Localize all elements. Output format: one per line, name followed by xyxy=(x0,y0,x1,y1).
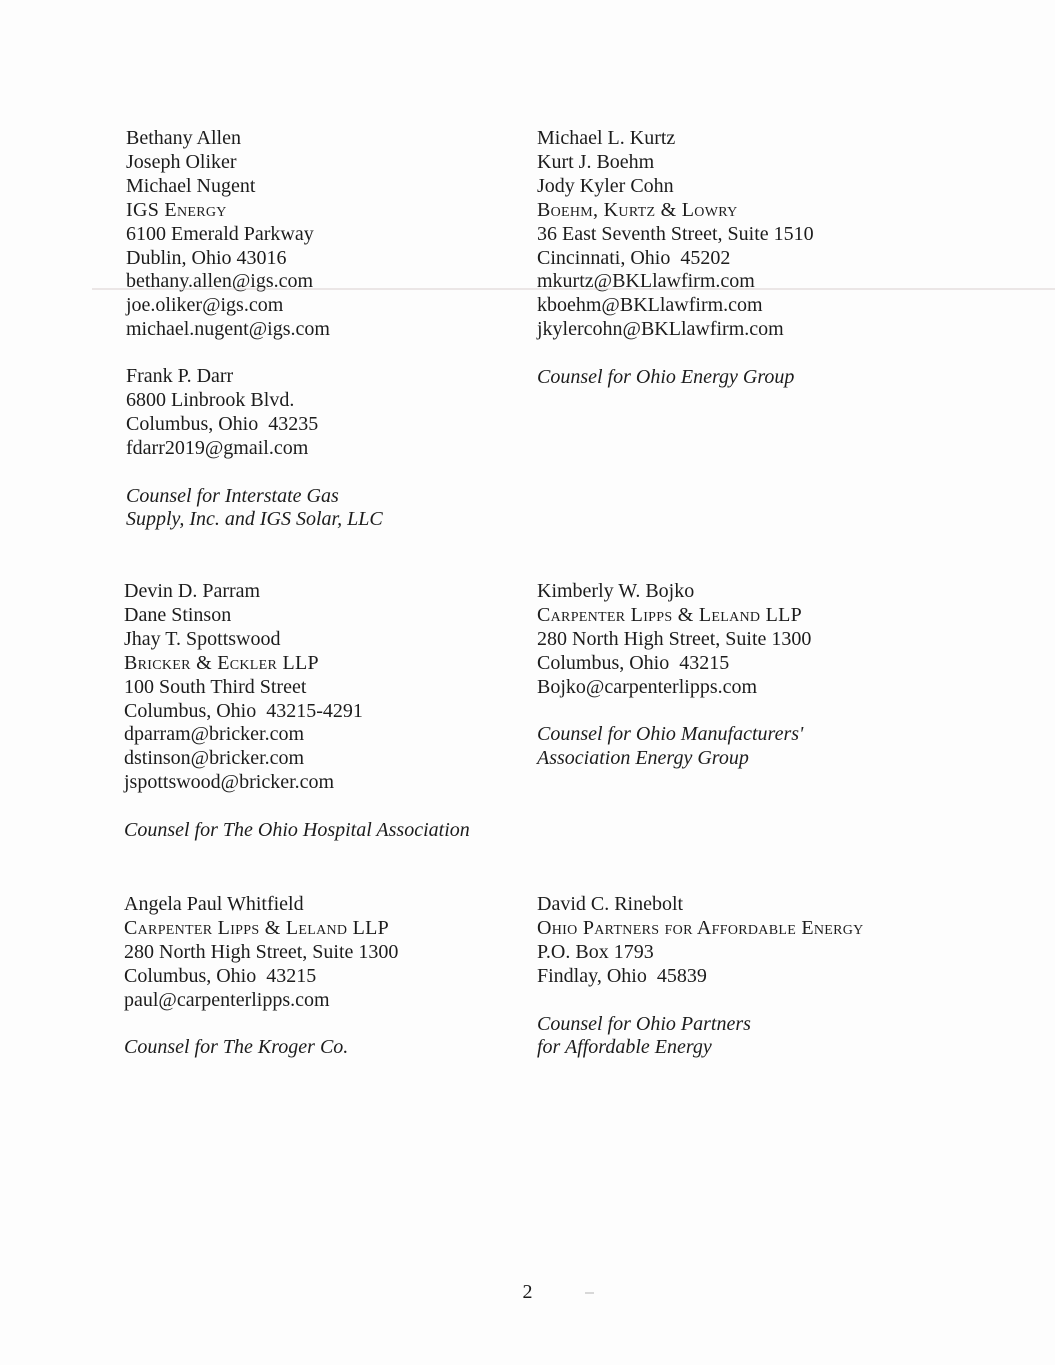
blank-line xyxy=(124,1013,398,1037)
text-line: joe.oliker@igs.com xyxy=(126,294,284,317)
text-line: Dane Stinson xyxy=(124,603,232,626)
text-line: 6800 Linbrook Blvd. xyxy=(126,388,295,411)
text-line: 6100 Emerald Parkway xyxy=(126,222,314,245)
text-line: 280 North High Street, Suite 1300 xyxy=(537,627,812,650)
text-line: Counsel for Ohio Manufacturers' xyxy=(537,723,804,746)
contact-block-boehm-kurtz-lowry xyxy=(537,127,814,390)
text-line: 100 South Third Street xyxy=(124,675,307,698)
text-line: Devin D. Parram xyxy=(124,580,261,602)
text-line: Dublin, Ohio 43016 xyxy=(126,246,287,269)
text-line: Bojko@carpenterlipps.com xyxy=(537,675,758,698)
text-line: Angela Paul Whitfield xyxy=(124,893,304,915)
text-line: Kimberly W. Bojko xyxy=(537,580,695,602)
text-line: kboehm@BKLlawfirm.com xyxy=(537,294,763,317)
text-line: Michael L. Kurtz xyxy=(537,127,676,149)
text-line: IGS Energy xyxy=(126,198,227,221)
text-line: Counsel for Ohio Energy Group xyxy=(537,366,795,389)
blank-line xyxy=(124,795,470,819)
text-line: Counsel for Ohio Partners xyxy=(537,1012,751,1035)
contact-block-carpenter-lipps-whitfield xyxy=(124,893,398,1060)
contact-block-bricker-eckler xyxy=(124,580,470,843)
text-line: Jody Kyler Cohn xyxy=(537,174,674,197)
text-line: jspottswood@bricker.com xyxy=(124,771,335,794)
text-line: Columbus, Ohio 43215 xyxy=(537,651,730,674)
text-line: Michael Nugent xyxy=(126,174,256,197)
text-line: mkurtz@BKLlawfirm.com xyxy=(537,270,755,293)
text-line: Ohio Partners for Affordable Energy xyxy=(537,916,864,939)
page-number: 2 xyxy=(522,1281,533,1303)
scan-artifact-line xyxy=(92,288,1055,290)
text-line: fdarr2019@gmail.com xyxy=(126,436,309,459)
contact-block-frank-darr xyxy=(126,365,383,532)
blank-line xyxy=(537,700,811,724)
text-line: Counsel for The Kroger Co. xyxy=(124,1036,349,1059)
text-line: Frank P. Darr xyxy=(126,365,234,387)
text-line: for Affordable Energy xyxy=(537,1036,712,1059)
text-line: Jhay T. Spottswood xyxy=(124,627,281,650)
text-line: Bricker & Eckler LLP xyxy=(124,651,319,674)
blank-line xyxy=(537,342,814,366)
text-line: P.O. Box 1793 xyxy=(537,940,654,963)
text-line: bethany.allen@igs.com xyxy=(126,270,314,293)
text-line: 280 North High Street, Suite 1300 xyxy=(124,940,399,963)
text-line: Carpenter Lipps & Leland LLP xyxy=(124,916,390,939)
contact-block-ohio-partners xyxy=(537,893,864,1060)
blank-line xyxy=(126,461,383,485)
text-line: Supply, Inc. and IGS Solar, LLC xyxy=(126,508,383,531)
text-line: Counsel for Interstate Gas xyxy=(126,484,339,507)
text-line: Columbus, Ohio 43215 xyxy=(124,964,317,987)
contact-block-carpenter-lipps-bojko xyxy=(537,580,811,771)
text-line: michael.nugent@igs.com xyxy=(126,318,330,341)
text-line: Kurt J. Boehm xyxy=(537,150,655,173)
text-line: Findlay, Ohio 45839 xyxy=(537,964,707,987)
text-line: Cincinnati, Ohio 45202 xyxy=(537,246,731,269)
text-line: Association Energy Group xyxy=(537,747,749,770)
text-line: David C. Rinebolt xyxy=(537,893,684,915)
contact-block-igs-energy xyxy=(126,127,330,342)
text-line: dstinson@bricker.com xyxy=(124,747,305,770)
text-line: Columbus, Ohio 43235 xyxy=(126,412,319,435)
text-line: dparram@bricker.com xyxy=(124,723,305,746)
text-line: Counsel for The Ohio Hospital Association xyxy=(124,819,470,842)
text-line: Joseph Oliker xyxy=(126,150,237,173)
text-line: Bethany Allen xyxy=(126,127,241,149)
text-line: Columbus, Ohio 43215-4291 xyxy=(124,699,363,722)
text-line: paul@carpenterlipps.com xyxy=(124,988,330,1011)
text-line: jkylercohn@BKLlawfirm.com xyxy=(537,318,784,341)
blank-line xyxy=(537,989,864,1013)
text-line: 36 East Seventh Street, Suite 1510 xyxy=(537,222,814,245)
text-line: Carpenter Lipps & Leland LLP xyxy=(537,603,803,626)
text-line: Boehm, Kurtz & Lowry xyxy=(537,198,738,221)
